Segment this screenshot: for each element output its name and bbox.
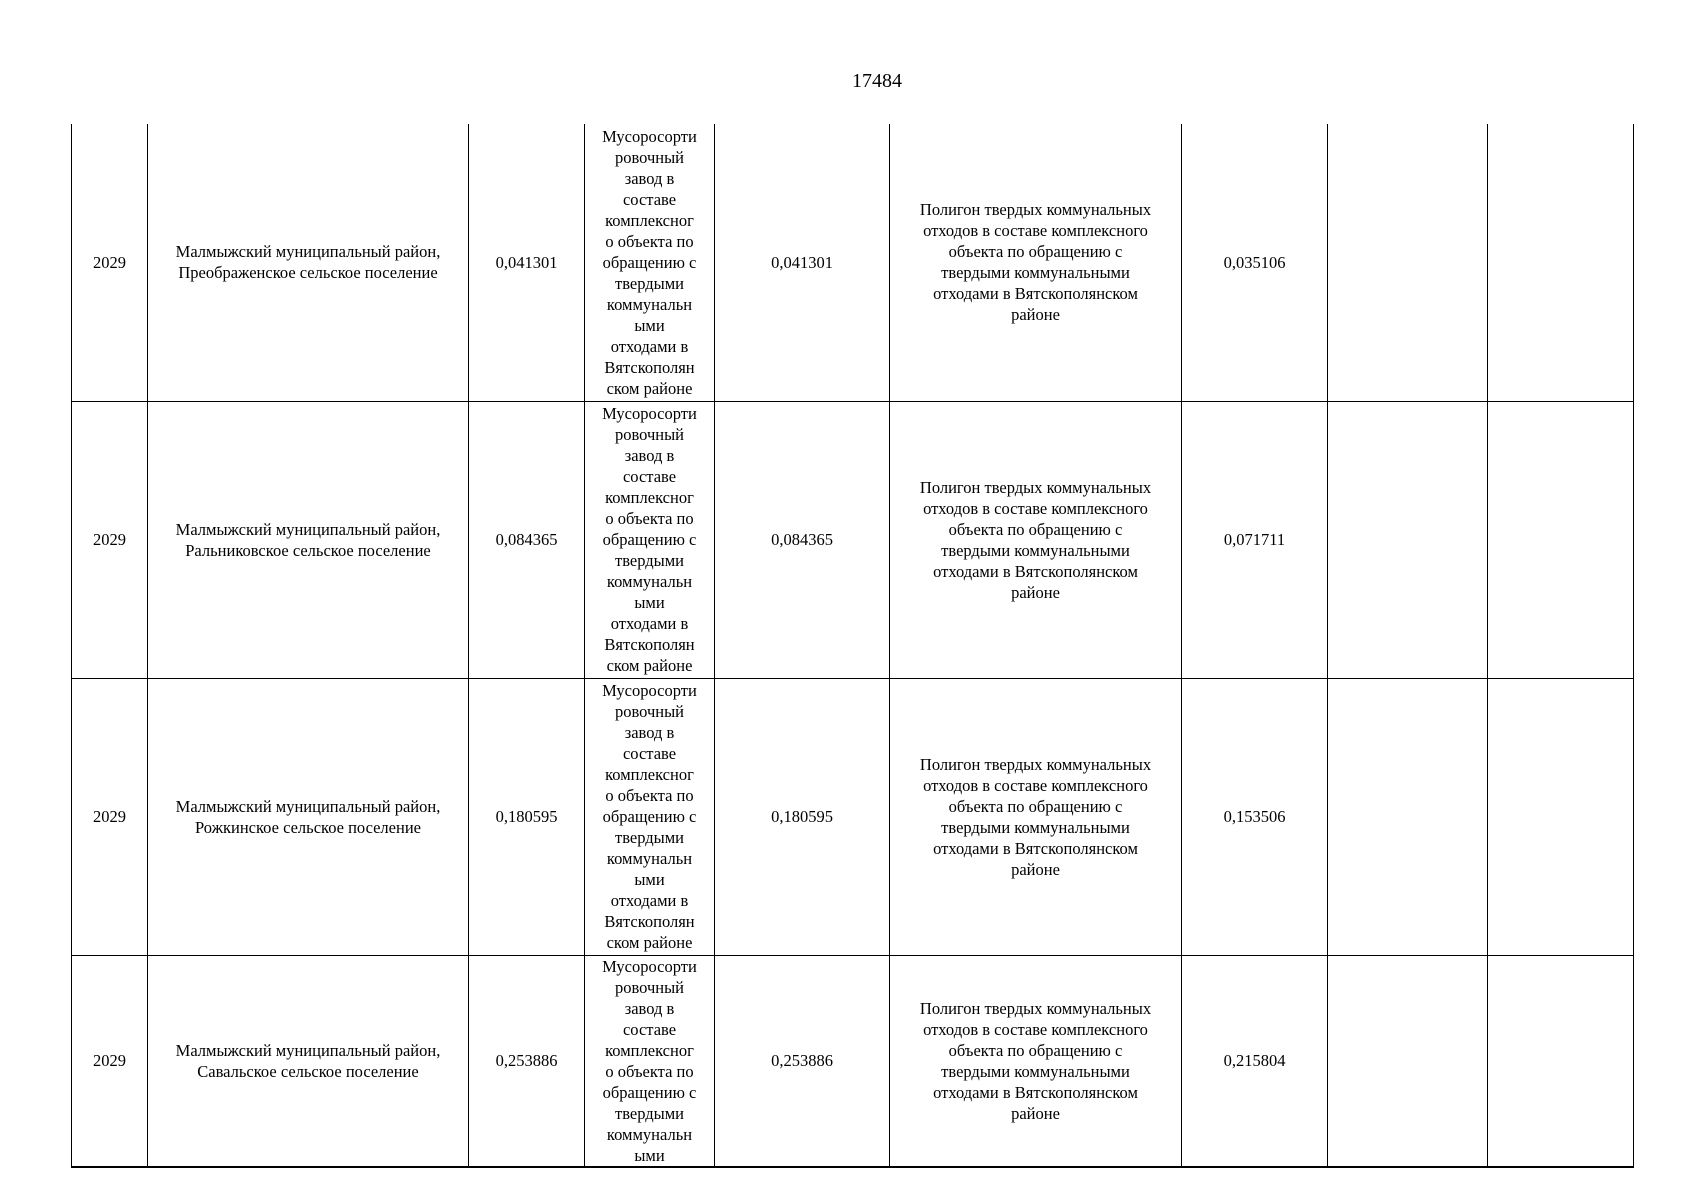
volume-cell: 0,253886 — [469, 955, 585, 1167]
volume-cell: 0,180595 — [469, 678, 585, 955]
processed-volume-cell: 0,084365 — [715, 401, 890, 678]
processed-volume-cell: 0,253886 — [715, 955, 890, 1167]
landfill-cell: Полигон твердых коммунальных отходов в составе комплексного объекта по обращению с твердыми коммунальными отходами в Вятскополянском районе — [890, 955, 1182, 1167]
landfill-cell: Полигон твердых коммунальных отходов в составе комплексного объекта по обращению с твердыми коммунальными отходами в Вятскополянском районе — [890, 678, 1182, 955]
empty-cell — [1328, 401, 1488, 678]
facility-cell: Мусоросорти ровочный завод в составе комплексног о объекта по обращению с твердыми коммунальн ыми — [585, 955, 715, 1167]
page-number: 17484 — [852, 70, 902, 92]
empty-cell — [1488, 401, 1634, 678]
region-cell: Малмыжский муниципальный район, Ральниковское сельское поселение — [148, 401, 469, 678]
landfill-cell: Полигон твердых коммунальных отходов в составе комплексного объекта по обращению с твердыми коммунальными отходами в Вятскополянском районе — [890, 124, 1182, 401]
region-cell: Малмыжский муниципальный район, Савальское сельское поселение — [148, 955, 469, 1167]
region-cell: Малмыжский муниципальный район, Преображенское сельское поселение — [148, 124, 469, 401]
empty-cell — [1328, 955, 1488, 1167]
empty-cell — [1488, 678, 1634, 955]
volume-cell: 0,084365 — [469, 401, 585, 678]
processed-volume-cell: 0,180595 — [715, 678, 890, 955]
disposal-volume-cell: 0,153506 — [1182, 678, 1328, 955]
disposal-volume-cell: 0,215804 — [1182, 955, 1328, 1167]
table-row — [72, 678, 1634, 955]
year-cell: 2029 — [72, 401, 148, 678]
processed-volume-cell: 0,041301 — [715, 124, 890, 401]
empty-cell — [1328, 124, 1488, 401]
empty-cell — [1488, 124, 1634, 401]
facility-cell: Мусоросорти ровочный завод в составе комплексног о объекта по обращению с твердыми коммунальн ыми отходами в Вятскополян ском районе — [585, 678, 715, 955]
facility-cell: Мусоросорти ровочный завод в составе комплексног о объекта по обращению с твердыми коммунальн ыми отходами в Вятскополян ском районе — [585, 401, 715, 678]
facility-cell: Мусоросорти ровочный завод в составе комплексног о объекта по обращению с твердыми коммунальн ыми отходами в Вятскополян ском районе — [585, 124, 715, 401]
table-row — [72, 955, 1634, 1167]
volume-cell: 0,041301 — [469, 124, 585, 401]
year-cell: 2029 — [72, 955, 148, 1167]
waste-flow-table — [71, 124, 1634, 1168]
disposal-volume-cell: 0,035106 — [1182, 124, 1328, 401]
year-cell: 2029 — [72, 678, 148, 955]
year-cell: 2029 — [72, 124, 148, 401]
empty-cell — [1488, 955, 1634, 1167]
table-row — [72, 401, 1634, 678]
table-row — [72, 124, 1634, 401]
landfill-cell: Полигон твердых коммунальных отходов в составе комплексного объекта по обращению с твердыми коммунальными отходами в Вятскополянском районе — [890, 401, 1182, 678]
region-cell: Малмыжский муниципальный район, Рожкинское сельское поселение — [148, 678, 469, 955]
empty-cell — [1328, 678, 1488, 955]
disposal-volume-cell: 0,071711 — [1182, 401, 1328, 678]
